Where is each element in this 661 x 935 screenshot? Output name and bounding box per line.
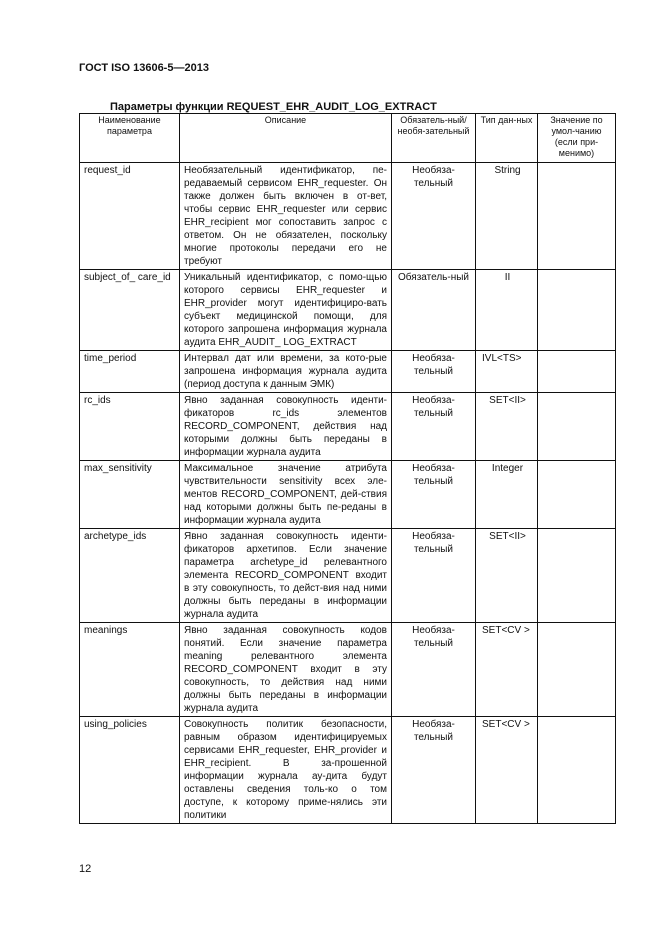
- param-required: Необяза-тельный: [392, 623, 476, 717]
- table-row: [80, 717, 616, 824]
- table-row: [80, 270, 616, 351]
- parameters-table: [79, 113, 616, 824]
- param-default: [538, 393, 616, 461]
- param-type: SET<CV >: [476, 623, 538, 717]
- param-default: [538, 351, 616, 393]
- param-name: meanings: [80, 623, 180, 717]
- table-row: [80, 393, 616, 461]
- param-required: Необяза-тельный: [392, 529, 476, 623]
- param-required: Необяза-тельный: [392, 351, 476, 393]
- table-title: Параметры функции REQUEST_EHR_AUDIT_LOG_EXTRACT: [110, 101, 437, 113]
- param-required: Обязатель-ный: [392, 270, 476, 351]
- param-default: [538, 623, 616, 717]
- table-row: [80, 623, 616, 717]
- column-header-name: Наименование параметра: [80, 114, 180, 163]
- page-number: 12: [79, 863, 92, 875]
- param-description: Уникальный идентификатор, с помо-щью которого сервисы EHR_requester и EHR_provider могут идентифициро-вать субъект медицинской помощи, для которого запрошена информация журнала аудита EHR_AUDIT_ LOG_EXTRACT: [180, 270, 392, 351]
- table-row: [80, 461, 616, 529]
- param-name: using_policies: [80, 717, 180, 824]
- param-default: [538, 163, 616, 270]
- param-description: Совокупность политик безопасности, равным образом идентифицируемых сервисами EHR_requester, EHR_provider и EHR_recipient. В за-прошенной информации журнала ау-дита будут оставлены сведения толь-ко о том доступе, к которому приме-нялись эти политики: [180, 717, 392, 824]
- param-type: Integer: [476, 461, 538, 529]
- param-type: SET<CV >: [476, 717, 538, 824]
- table-row: [80, 163, 616, 270]
- param-name: max_sensitivity: [80, 461, 180, 529]
- param-required: Необяза-тельный: [392, 461, 476, 529]
- param-name: archetype_ids: [80, 529, 180, 623]
- column-header-type: Тип дан-ных: [476, 114, 538, 163]
- param-name: rc_ids: [80, 393, 180, 461]
- param-description: Максимальное значение атрибута чувствительности sensitivity всех эле-ментов RECORD_COMPONENT, дей-ствия над которыми должны быть пе-реданы в информации журнала аудита: [180, 461, 392, 529]
- param-default: [538, 270, 616, 351]
- table-header-row: [80, 114, 616, 163]
- param-name: time_period: [80, 351, 180, 393]
- param-type: SET<II>: [476, 393, 538, 461]
- param-required: Необяза-тельный: [392, 393, 476, 461]
- param-description: Интервал дат или времени, за кото-рые запрошена информация журнала аудита (период доступа к данным ЭМК): [180, 351, 392, 393]
- param-required: Необяза-тельный: [392, 163, 476, 270]
- param-type: SET<II>: [476, 529, 538, 623]
- param-required: Необяза-тельный: [392, 717, 476, 824]
- param-description: Явно заданная совокупность иденти-фикаторов rc_ids элементов RECORD_COMPONENT, действия над которыми должны быть переданы в информации журнала аудита: [180, 393, 392, 461]
- param-default: [538, 717, 616, 824]
- column-header-required: Обязатель-ный/необя-зательный: [392, 114, 476, 163]
- param-description: Необязательный идентификатор, пе-редаваемый сервисом EHR_requester. Он также должен быть включен в от-вет, чтобы сервис EHR_requester или сервис EHR_recipient мог сопоставить запрос с ответом. Он не обязателен, поскольку многие протоколы передачи его не требуют: [180, 163, 392, 270]
- param-default: [538, 461, 616, 529]
- param-type: IVL<TS>: [476, 351, 538, 393]
- column-header-default: Значение по умол-чанию (если при-менимо): [538, 114, 616, 163]
- param-default: [538, 529, 616, 623]
- table-row: [80, 529, 616, 623]
- document-code-header: ГОСТ ISO 13606-5—2013: [79, 62, 209, 74]
- param-name: subject_of_ care_id: [80, 270, 180, 351]
- param-name: request_id: [80, 163, 180, 270]
- column-header-description: Описание: [180, 114, 392, 163]
- table-row: [80, 351, 616, 393]
- param-type: II: [476, 270, 538, 351]
- param-description: Явно заданная совокупность иденти-фикаторов архетипов. Если значение параметра archetype_id релевантного элемента RECORD_COMPONENT входит в эту совокупность, то дейст-вия над ними должны быть переданы в информации журнала аудита: [180, 529, 392, 623]
- param-type: String: [476, 163, 538, 270]
- param-description: Явно заданная совокупность кодов понятий. Если значение параметра meaning релевантного элемента RECORD_COMPONENT входит в эту совокупность, то действия над ними должны быть переданы в информации журнала аудита: [180, 623, 392, 717]
